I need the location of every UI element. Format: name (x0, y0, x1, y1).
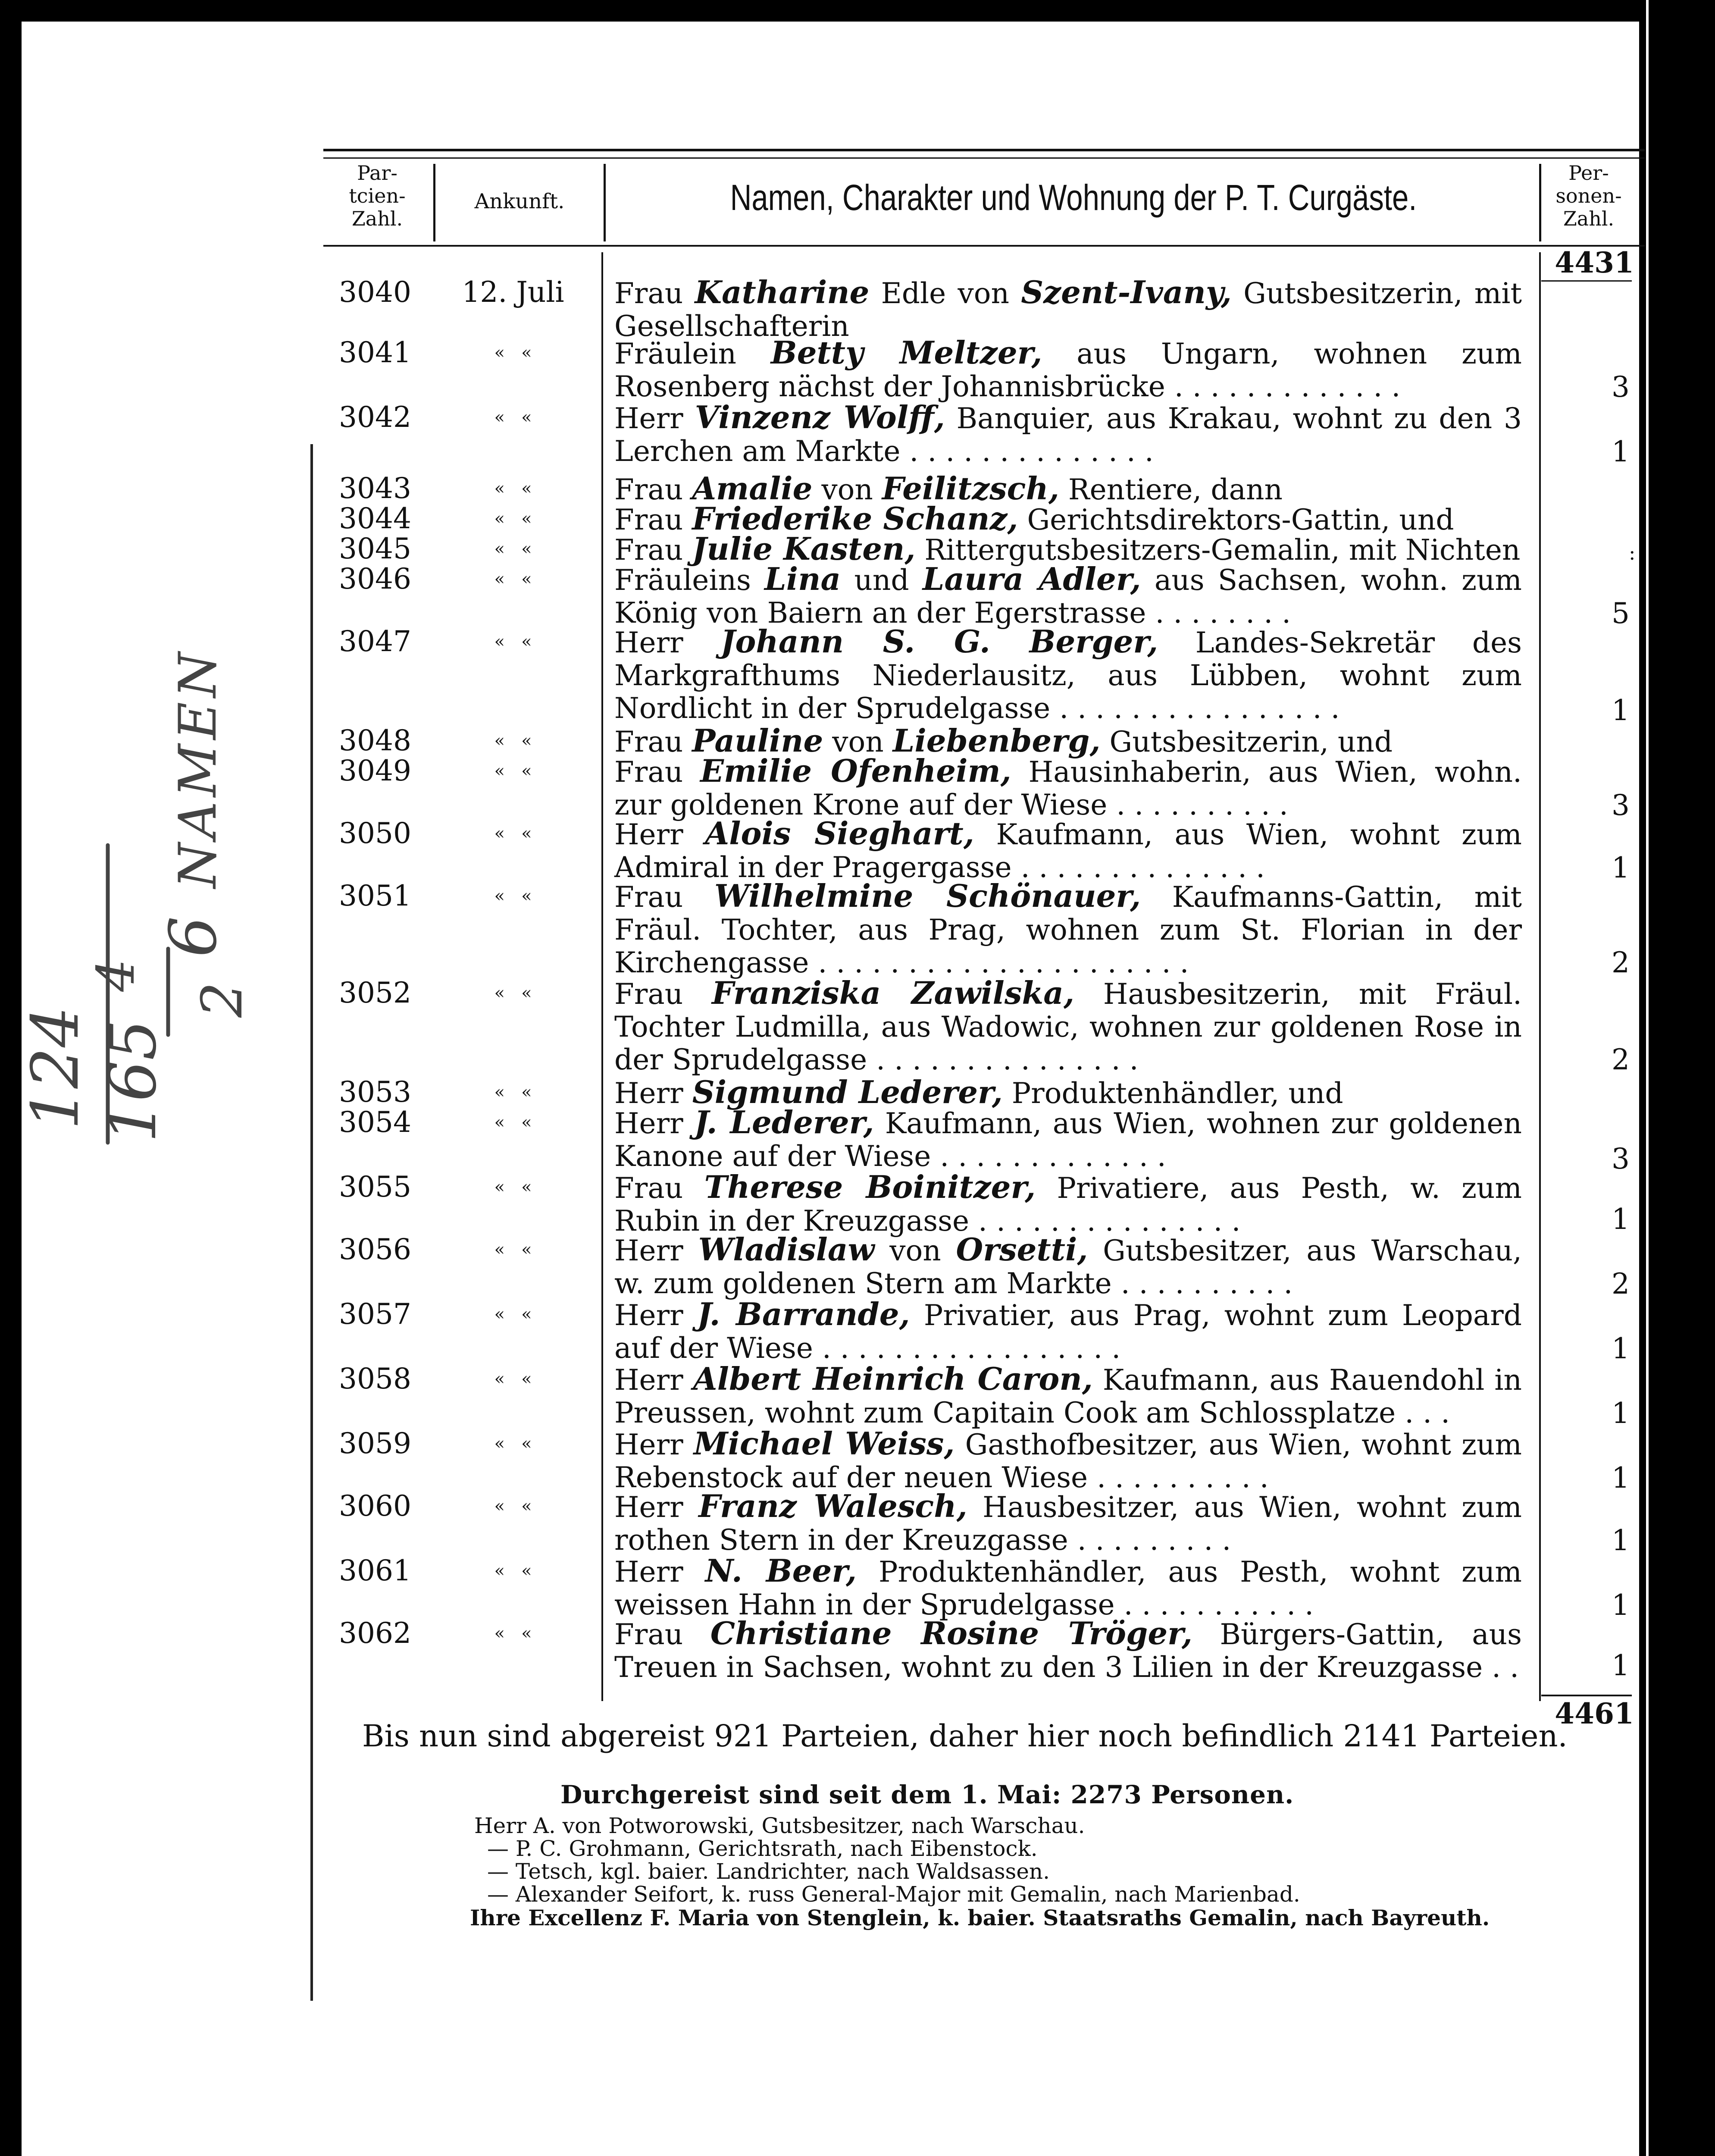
edge-mark: : (1629, 541, 1636, 564)
entry-text (614, 1554, 1522, 1621)
entry-arrival: « « (494, 1496, 532, 1516)
entry-number: 3051 (339, 879, 411, 912)
entry-text (614, 1617, 1522, 1684)
entry-text (614, 1298, 1522, 1365)
top-double-rule-1 (323, 149, 1645, 151)
entry-details: Bürgers-Gattin, aus Treuen in Sachsen, wohnt zu den 3 Lilien in der Kreuzgasse . . (614, 1618, 1522, 1684)
top-double-rule-2 (323, 157, 1645, 159)
header-divider (604, 164, 606, 241)
entry-title: Herr (614, 1107, 695, 1140)
page-margin-line (310, 444, 313, 2001)
entry-persons: 1 (1612, 1203, 1630, 1236)
entry-name-2: Liebenberg, (892, 722, 1101, 759)
entry-persons: 1 (1612, 1397, 1630, 1430)
entry-number: 3055 (339, 1170, 411, 1203)
carry-out-rule (1541, 1695, 1632, 1696)
entry-details: aus Ungarn, wohnen zum Rosenberg nächst der Johannisbrücke . . . . . . . . . . . . . (614, 337, 1522, 403)
entry-connector: von (812, 473, 882, 506)
entry-arrival: « « (494, 1369, 532, 1389)
header-parteien-zahl: Par- tcien- Zahl. (349, 161, 406, 230)
entry-arrival: « « (494, 479, 532, 498)
entry-name: Johann S. G. Berger, (720, 623, 1158, 660)
entry-persons: 5 (1612, 597, 1630, 630)
entry-details: Landes-Sekretär des Markgrafthums Niederlausitz, aus Lübben, wohnt zum Nordlicht in der Sprudelgasse . . . . . . . . . . . . . . . . (614, 626, 1522, 725)
entry-persons: 1 (1612, 851, 1630, 884)
entry-persons: 2 (1612, 1043, 1630, 1076)
header-personen-zahl: Per- sonen- Zahl. (1555, 161, 1622, 230)
entry-title: Herr (614, 1299, 698, 1332)
handwriting-word: NAMEN (168, 648, 228, 888)
entry-arrival: « « (494, 1304, 532, 1324)
entry-title: Herr (614, 1555, 705, 1589)
entry-details: Kaufmann, aus Wien, wohnen zur goldenen Kanone auf der Wiese . . . . . . . . . . . . . (614, 1107, 1522, 1173)
entry-number: 3052 (339, 976, 411, 1009)
entry-title: Frau (614, 755, 701, 789)
entry-title: Herr (614, 818, 705, 851)
entry-details: aus Sachsen, wohn. zum König von Baiern an der Egerstrasse . . . . . . . . (614, 564, 1522, 630)
entry-title: Herr (614, 1077, 692, 1110)
entry-title: Frau (614, 277, 695, 310)
departed-guest: Herr A. von Potworowski, Gutsbesitzer, nach Warschau. (474, 1813, 1085, 1838)
entry-name-2: Szent-Ivany, (1021, 274, 1232, 310)
entry-persons: 1 (1612, 694, 1630, 727)
entry-name-2: Orsetti, (956, 1231, 1088, 1268)
entry-arrival: « « (494, 407, 532, 427)
entry-text (614, 1233, 1522, 1300)
entry-arrival: « « (494, 569, 532, 589)
entry-number: 3057 (339, 1297, 411, 1331)
entry-arrival: « « (494, 1561, 532, 1581)
handwriting-number: 4 (86, 959, 146, 992)
entry-title: Fräulein (614, 337, 771, 370)
entry-arrival: « « (494, 539, 532, 559)
entry-text (614, 401, 1522, 468)
entry-number: 3048 (339, 724, 411, 757)
entry-name: Christiane Rosine Tröger, (710, 1615, 1192, 1651)
entry-title: Frau (614, 1172, 704, 1205)
entry-text (614, 276, 1522, 343)
entry-text (614, 877, 1522, 979)
entry-number: 3061 (339, 1554, 411, 1587)
entry-number: 3041 (339, 336, 411, 369)
entry-details: Produktenhändler, aus Pesth, wohnt zum weissen Hahn in der Sprudelgasse . . . . . . . . . . . (614, 1555, 1522, 1621)
entry-title: Frau (614, 881, 714, 914)
entry-connector: und (841, 564, 923, 597)
header-ankunft: Ankunft. (474, 189, 565, 213)
entry-number: 3046 (339, 562, 411, 595)
entry-name: Alois Sieghart, (705, 815, 974, 852)
header-title: Namen, Charakter und Wohnung der P. T. Curgäste. (730, 177, 1417, 218)
entry-details: Rittergutsbesitzers-Gemalin, mit Nichten (915, 533, 1521, 567)
entry-arrival: « « (494, 983, 532, 1003)
carry-out-total: 4461 (1555, 1697, 1634, 1730)
entry-number: 3060 (339, 1489, 411, 1523)
entry-arrival: « « (494, 343, 532, 363)
handwriting-number: 165 (96, 1019, 171, 1143)
entry-details: Banquier, aus Krakau, wohnt zu den 3 Lerchen am Markte . . . . . . . . . . . . . . (614, 402, 1522, 468)
entry-title: Frau (614, 1618, 710, 1651)
entry-text (614, 752, 1522, 821)
entry-title: Frau (614, 473, 692, 506)
departed-guest: — Tetsch, kgl. baier. Landrichter, nach Waldsassen. (487, 1859, 1050, 1884)
scan-border-right-gap (1646, 0, 1649, 2156)
entry-number: 3059 (339, 1427, 411, 1460)
entry-name: Therese Boinitzer, (704, 1169, 1036, 1205)
entry-name-2: Feilitzsch, (882, 470, 1059, 507)
carry-in-rule (1541, 280, 1632, 282)
entry-text (614, 1106, 1522, 1173)
entry-number: 3053 (339, 1075, 411, 1109)
entry-arrival: « « (494, 1623, 532, 1643)
entry-connector: Edle von (869, 277, 1021, 310)
durchgereist-heading: Durchgereist sind seit dem 1. Mai: 2273 Personen. (560, 1780, 1294, 1809)
entry-persons: 2 (1612, 946, 1630, 979)
entry-arrival: « « (494, 1082, 532, 1102)
entry-name: J. Lederer, (694, 1104, 874, 1141)
entry-connector: von (823, 725, 893, 758)
entry-arrival: « « (494, 1177, 532, 1197)
entry-title: Herr (614, 1363, 693, 1397)
entry-text (614, 563, 1522, 630)
entry-arrival: « « (494, 509, 532, 529)
entry-name: Sigmund Lederer, (692, 1074, 1003, 1110)
entry-number: 3043 (339, 472, 411, 505)
entry-details: Gutsbesitzer, aus Warschau, w. zum goldenen Stern am Markte . . . . . . . . . . (614, 1234, 1522, 1300)
entry-details: Privatier, aus Prag, wohnt zum Leopard auf der Wiese . . . . . . . . . . . . . . . . . (614, 1299, 1522, 1365)
body-divider-left (601, 252, 603, 1701)
handwriting-number: 124 (18, 1006, 93, 1130)
scan-border-top (0, 0, 1715, 22)
handwriting-number: 6 (156, 916, 231, 957)
entry-number: 3044 (339, 502, 411, 535)
entry-text (614, 1171, 1522, 1238)
entry-name: Vinzenz Wolff, (695, 399, 945, 436)
entry-persons: 1 (1612, 1649, 1630, 1682)
entry-persons: 1 (1612, 1332, 1630, 1365)
entry-details: Gasthofbesitzer, aus Wien, wohnt zum Rebenstock auf der neuen Wiese . . . . . . . . . . (614, 1428, 1522, 1494)
entry-name: Pauline (692, 722, 823, 759)
entry-details: Rentiere, dann (1059, 473, 1283, 506)
entry-text (614, 336, 1522, 403)
entry-details: Gutsbesitzerin, mit Gesellschafterin (614, 277, 1522, 343)
entry-text (614, 817, 1522, 884)
entry-number: 3042 (339, 401, 411, 434)
entry-persons: 1 (1612, 435, 1630, 468)
entry-number: 3058 (339, 1362, 411, 1395)
entry-name: Betty Meltzer, (770, 334, 1042, 371)
entry-name: N. Beer, (705, 1552, 857, 1589)
entry-connector: von (874, 1234, 956, 1267)
entry-arrival: « « (494, 824, 532, 843)
entry-name: Franz Walesch, (698, 1488, 967, 1524)
entry-title: Fräuleins (614, 564, 765, 597)
entry-details: Kaufmann, aus Wien, wohnt zum Admiral in der Pragergasse . . . . . . . . . . . . . . (614, 818, 1522, 884)
departed-guest: — Alexander Seifort, k. russ General-Major mit Gemalin, nach Marienbad. (487, 1882, 1300, 1907)
entry-persons: 1 (1612, 1524, 1630, 1557)
entry-details: Hausbesitzerin, mit Fräul. Tochter Ludmilla, aus Wadowic, wohnen zur goldenen Rose in der Sprudelgasse . . . . . . . . . . . . . . . (614, 978, 1522, 1076)
entry-persons: 3 (1612, 789, 1630, 822)
handwriting-number: 2 (189, 982, 255, 1018)
entry-name: Michael Weiss, (693, 1425, 955, 1462)
entry-name: Lina (764, 561, 841, 597)
entry-name: Katharine (695, 274, 870, 310)
entry-name: Friederike Schanz, (692, 500, 1018, 537)
entry-persons: 2 (1612, 1267, 1630, 1300)
entry-number: 3054 (339, 1106, 411, 1139)
entry-title: Frau (614, 533, 692, 567)
entry-text (614, 977, 1522, 1076)
entry-number: 3056 (339, 1233, 411, 1266)
entry-text (614, 1427, 1522, 1494)
entry-name: Julie Kasten, (692, 530, 916, 567)
carry-in-total: 4431 (1555, 246, 1634, 279)
entry-arrival: « « (494, 761, 532, 781)
entry-name: Wladislaw (698, 1231, 875, 1268)
entry-arrival: « « (494, 1240, 532, 1260)
entry-title: Frau (614, 725, 692, 758)
entry-title: Herr (614, 626, 721, 659)
entry-text (614, 1360, 1522, 1429)
departed-guest: — P. C. Grohmann, Gerichtsrath, nach Eibenstock. (487, 1836, 1038, 1861)
entry-number: 3040 (339, 276, 411, 309)
entry-details: Gerichtsdirektors-Gattin, und (1018, 503, 1454, 536)
entry-number: 3062 (339, 1617, 411, 1650)
header-divider (433, 164, 435, 241)
entry-title: Herr (614, 1428, 694, 1461)
entry-text (614, 1490, 1522, 1557)
entry-name: Amalie (692, 470, 813, 507)
entry-number: 3047 (339, 625, 411, 658)
entry-persons: 3 (1612, 1142, 1630, 1175)
entry-details: Kaufmann, aus Rauendohl in Preussen, wohnt zum Capitain Cook am Schlossplatze . . . (614, 1363, 1522, 1429)
entry-details: Kaufmanns-Gattin, mit Fräul. Tochter, aus Prag, wohnen zum St. Florian in der Kirchengasse . . . . . . . . . . . . . . . . . . . . . (614, 881, 1522, 979)
entry-arrival: 12. Juli (462, 276, 564, 309)
entry-arrival: « « (494, 1434, 532, 1454)
entry-details: Hausinhaberin, aus Wien, wohn. zur goldenen Krone auf der Wiese . . . . . . . . . . (614, 755, 1522, 821)
entry-title: Frau (614, 503, 692, 536)
entry-arrival: « « (494, 731, 532, 751)
header-bottom-rule (323, 245, 1645, 247)
entry-name: Franziska Zawilska, (712, 975, 1075, 1011)
departure-summary: Bis nun sind abgereist 921 Parteien, daher hier noch befindlich 2141 Parteien. (362, 1718, 1568, 1754)
entry-number: 3049 (339, 754, 411, 787)
entry-arrival: « « (494, 886, 532, 906)
entry-details: Gutsbesitzerin, und (1100, 725, 1393, 758)
entry-name: Emilie Ofenheim, (700, 752, 1011, 789)
entry-name: Wilhelmine Schönauer, (714, 877, 1141, 914)
entry-details: Produktenhändler, und (1002, 1077, 1343, 1110)
entry-persons: 1 (1612, 1461, 1630, 1495)
entry-persons: 3 (1612, 370, 1630, 404)
entry-persons: 1 (1612, 1589, 1630, 1622)
entry-title: Herr (614, 402, 695, 435)
entry-details: Privatiere, aus Pesth, w. zum Rubin in der Kreuzgasse . . . . . . . . . . . . . . . (614, 1172, 1522, 1238)
entry-title: Herr (614, 1491, 699, 1524)
entry-arrival: « « (494, 632, 532, 652)
entry-number: 3050 (339, 817, 411, 850)
margin-handwriting (18, 647, 306, 1250)
entry-arrival: « « (494, 1112, 532, 1132)
entry-name: Albert Heinrich Caron, (693, 1360, 1093, 1397)
entry-details: Hausbesitzer, aus Wien, wohnt zum rothen Stern in der Kreuzgasse . . . . . . . . . (614, 1491, 1522, 1557)
entry-name-2: Laura Adler, (922, 561, 1141, 597)
entry-title: Herr (614, 1234, 698, 1267)
scan-border-right (1639, 0, 1715, 2156)
entry-number: 3045 (339, 532, 411, 565)
departed-guest: Ihre Excellenz F. Maria von Stenglein, k. baier. Staatsraths Gemalin, nach Bayreuth. (470, 1905, 1490, 1930)
entry-name: J. Barrande, (697, 1296, 910, 1332)
entry-text (614, 625, 1522, 725)
entry-title: Frau (614, 978, 712, 1011)
